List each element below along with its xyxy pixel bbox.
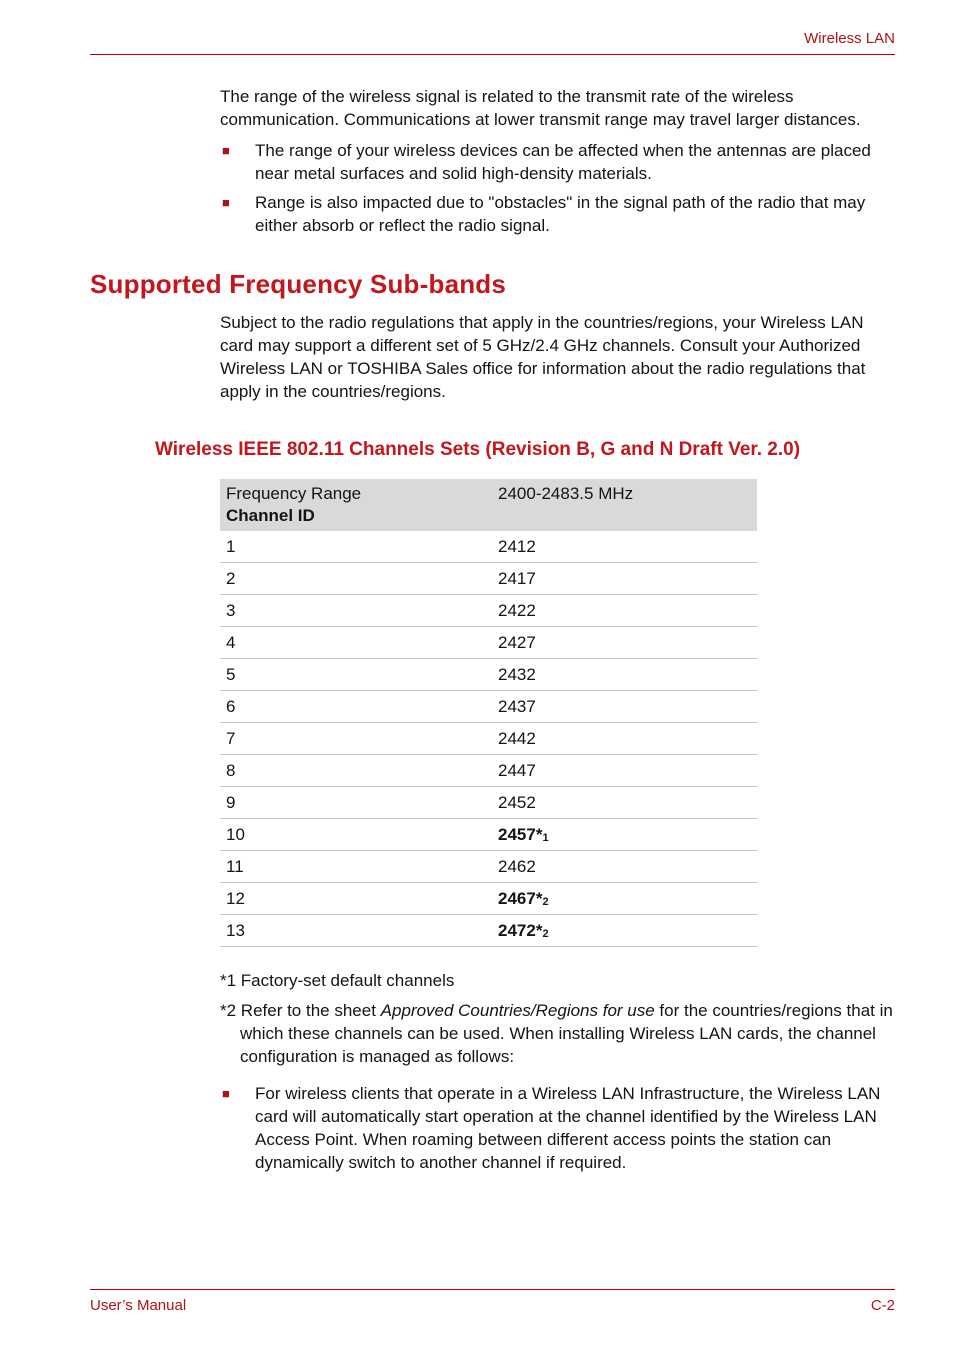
channel-row <box>220 595 757 627</box>
channel-id-cell: 1 <box>220 531 492 563</box>
intro-paragraph: The range of the wireless signal is related to the transmit rate of the wireless communication. Communications at lower transmit range may travel larger distances. <box>220 87 861 129</box>
header-title: Wireless LAN <box>804 30 895 47</box>
bullet-square-icon: ■ <box>222 1086 230 1101</box>
list-item <box>220 1082 895 1174</box>
channel-id-cell: 3 <box>220 595 492 627</box>
channel-table-body <box>220 531 757 947</box>
footnote-2-suffix: for the countries/regions that in which these channels can be used. When installing Wireless LAN cards, the channel configuration is managed as follows: <box>240 1001 893 1066</box>
bullet-square-icon: ■ <box>222 143 230 158</box>
channel-id-cell: 2 <box>220 563 492 595</box>
channel-id-cell: 5 <box>220 659 492 691</box>
footnote-1: *1 Factory-set default channels <box>220 971 455 990</box>
channel-id-cell: 4 <box>220 627 492 659</box>
channel-row <box>220 659 757 691</box>
frequency-cell: 2472*$^2$ <box>492 915 757 947</box>
frequency-cell: 2427 <box>492 627 757 659</box>
channel-id-cell: 8 <box>220 755 492 787</box>
channel-row <box>220 819 757 851</box>
channel-row <box>220 723 757 755</box>
bullet-text: The range of your wireless devices can be affected when the antennas are placed near metal surfaces and solid high-density materials. <box>255 141 871 183</box>
channel-row <box>220 851 757 883</box>
channel-id-cell: 7 <box>220 723 492 755</box>
table-subheading: Wireless IEEE 802.11 Channels Sets (Revision B, G and N Draft Ver. 2.0) <box>155 439 801 460</box>
frequency-cell: 2422 <box>492 595 757 627</box>
header-frequency-range-label: Frequency Range <box>226 484 362 503</box>
footnote-2-document-name: Approved Countries/Regions for use <box>380 1001 655 1020</box>
footnote-2 <box>220 999 895 1068</box>
channel-id-cell: 13 <box>220 915 492 947</box>
frequency-cell: 2467*$^2$ <box>492 883 757 915</box>
footer-rule <box>90 1289 895 1290</box>
page-header <box>90 30 895 55</box>
list-item <box>220 139 895 185</box>
channel-row <box>220 531 757 563</box>
frequency-cell: 2442 <box>492 723 757 755</box>
section-title: Supported Frequency Sub-bands <box>90 269 507 299</box>
header-rule <box>90 54 895 55</box>
channel-id-cell: 12 <box>220 883 492 915</box>
bullet-square-icon: ■ <box>222 195 230 210</box>
channel-id-cell: 6 <box>220 691 492 723</box>
footer-manual-label: User’s Manual <box>90 1297 187 1314</box>
frequency-cell: 2457*$^1$ <box>492 819 757 851</box>
channel-row <box>220 883 757 915</box>
channel-id-cell: 10 <box>220 819 492 851</box>
section-paragraph: Subject to the radio regulations that apply in the countries/regions, your Wireless LAN card may support a different set of 5 GHz/2.4 GHz channels. Consult your Authorized Wireless LAN or TOSHIBA Sales office for information about the radio regulations that apply in the countries/regions. <box>220 313 866 401</box>
page-content <box>90 85 895 1174</box>
header-cell-frequency <box>492 479 757 531</box>
channel-id-cell: 9 <box>220 787 492 819</box>
channel-table <box>220 479 757 947</box>
channel-row <box>220 691 757 723</box>
intro-bullet-list <box>220 139 895 237</box>
footnote-marker: 2 <box>542 928 549 940</box>
header-channel-id-label: Channel ID <box>226 506 315 525</box>
channel-row <box>220 563 757 595</box>
channel-row <box>220 787 757 819</box>
channel-row <box>220 627 757 659</box>
frequency-cell: 2437 <box>492 691 757 723</box>
footnote-marker: 2 <box>542 896 549 908</box>
bullet-text: Range is also impacted due to "obstacles" in the signal path of the radio that may either absorb or reflect the radio signal. <box>255 193 866 235</box>
bullet-text: For wireless clients that operate in a Wireless LAN Infrastructure, the Wireless LAN card will automatically start operation at the channel identified by the Wireless LAN Access Point. When roaming between different access points the station can dynamically switch to another channel if required. <box>255 1084 881 1172</box>
frequency-cell: 2462 <box>492 851 757 883</box>
frequency-cell: 2412 <box>492 531 757 563</box>
frequency-cell: 2452 <box>492 787 757 819</box>
footer-page-number: C-2 <box>870 1297 895 1314</box>
frequency-cell: 2432 <box>492 659 757 691</box>
frequency-cell: 2447 <box>492 755 757 787</box>
list-item <box>220 191 895 237</box>
channel-row <box>220 915 757 947</box>
header-cell-channel-id <box>220 479 492 531</box>
channel-row <box>220 755 757 787</box>
header-band-label: 2400-2483.5 MHz <box>498 484 634 503</box>
footnote-2-prefix: *2 Refer to the sheet <box>220 1001 381 1020</box>
channel-id-cell: 11 <box>220 851 492 883</box>
frequency-cell: 2417 <box>492 563 757 595</box>
channel-table-header <box>220 479 757 531</box>
footnote-marker: 1 <box>542 832 549 844</box>
page-footer <box>90 1283 895 1315</box>
table-header-row <box>220 479 757 531</box>
